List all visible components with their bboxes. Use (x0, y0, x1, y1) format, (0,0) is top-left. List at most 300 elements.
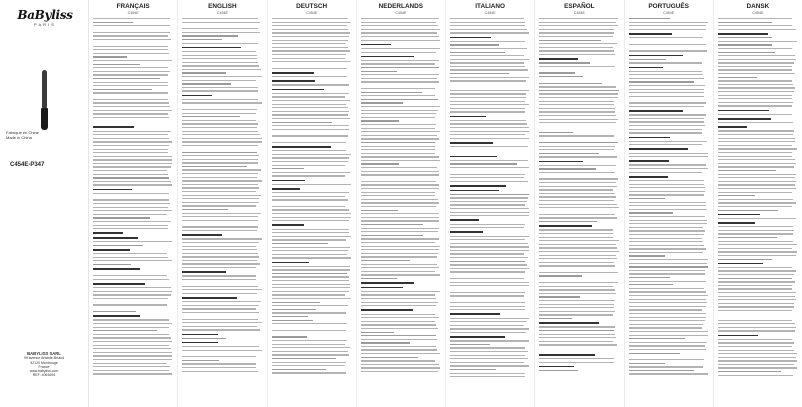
text-line (361, 153, 435, 154)
text-line (629, 259, 708, 260)
text-line (718, 98, 793, 99)
text-line (93, 241, 172, 242)
text-line (272, 122, 332, 123)
text-line (539, 318, 572, 319)
text-line (539, 111, 614, 112)
text-line (718, 327, 797, 328)
text-line (182, 127, 257, 128)
address-line: 92120 Montrouge (30, 360, 58, 365)
text-line (629, 248, 706, 249)
text-line (539, 255, 616, 256)
text-line (93, 279, 169, 280)
column-code: C454E (484, 11, 496, 15)
text-line (450, 181, 528, 182)
text-line (629, 180, 704, 181)
text-line (450, 80, 526, 81)
text-line (182, 191, 256, 192)
text-line (718, 218, 797, 219)
text-line (629, 160, 670, 162)
text-line (361, 32, 437, 33)
text-line (182, 28, 258, 29)
text-line (182, 43, 257, 44)
text-line (272, 247, 351, 248)
text-line (182, 90, 257, 91)
text-line (93, 210, 172, 211)
text-line (539, 244, 616, 245)
text-line (182, 80, 256, 81)
text-line (272, 100, 351, 101)
column-portugues (625, 0, 714, 407)
column-heading: NEDERLANDS (378, 3, 424, 10)
text-line (361, 192, 436, 193)
text-line (361, 128, 435, 129)
text-line (450, 66, 525, 67)
language-columns (89, 0, 802, 407)
text-line (539, 32, 614, 33)
text-line (361, 291, 440, 292)
text-line (93, 319, 169, 320)
text-line (450, 351, 528, 352)
text-line (272, 84, 349, 85)
text-line (629, 59, 667, 60)
text-line (93, 117, 169, 118)
text-line (629, 148, 688, 150)
text-line (272, 323, 347, 324)
text-line (539, 229, 613, 230)
text-line (629, 370, 694, 371)
text-line (539, 66, 614, 67)
text-line (361, 181, 436, 182)
text-line (93, 341, 172, 342)
text-line (93, 78, 160, 79)
text-line (182, 51, 256, 52)
text-line (93, 311, 136, 312)
text-line (361, 364, 439, 365)
text-line (272, 302, 321, 303)
text-line (629, 205, 706, 206)
text-line (361, 81, 439, 82)
text-line (272, 142, 347, 143)
column-body (182, 18, 262, 372)
text-line (361, 78, 437, 79)
text-line (718, 222, 756, 224)
text-line (629, 273, 705, 274)
text-line (450, 292, 525, 293)
text-line (718, 122, 793, 123)
text-line (629, 270, 705, 271)
text-line (629, 302, 708, 303)
text-line (539, 86, 616, 87)
curling-iron-illustration (42, 70, 48, 130)
text-line (629, 349, 706, 350)
text-line (539, 135, 614, 136)
text-line (93, 232, 123, 234)
text-line (718, 29, 797, 30)
text-line (361, 238, 439, 239)
text-line (361, 278, 397, 279)
text-line (539, 168, 596, 169)
text-line (182, 297, 237, 299)
text-line (629, 125, 705, 126)
text-line (93, 177, 169, 178)
text-line (450, 116, 486, 118)
text-line (629, 320, 705, 321)
text-line (450, 309, 525, 310)
text-line (272, 184, 351, 185)
text-line (450, 167, 529, 168)
column-body (629, 18, 709, 375)
text-line (272, 312, 347, 313)
text-line (629, 220, 708, 221)
text-line (93, 337, 171, 338)
text-line (450, 347, 525, 348)
text-line (361, 88, 436, 89)
text-line (450, 160, 528, 161)
text-line (361, 52, 436, 53)
brand-name: BaByliss (17, 8, 73, 22)
text-line (539, 156, 617, 157)
text-line (272, 291, 350, 292)
text-line (182, 286, 258, 287)
text-line (539, 296, 580, 297)
text-line (93, 110, 172, 111)
text-line (718, 177, 795, 178)
text-line (93, 71, 170, 72)
text-line (718, 244, 797, 245)
address-ref: REF: 4061694 (32, 373, 56, 378)
text-line (629, 187, 705, 188)
text-line (272, 262, 310, 264)
text-line (629, 317, 706, 318)
text-line (450, 243, 528, 244)
text-line (450, 239, 525, 240)
text-line (450, 369, 496, 370)
text-line (629, 89, 704, 90)
text-line (539, 370, 578, 371)
text-line (182, 242, 259, 243)
column-deutsch (268, 0, 357, 407)
text-line (361, 317, 439, 318)
text-line (361, 324, 436, 325)
text-line (450, 373, 525, 374)
text-line (450, 69, 528, 70)
text-line (718, 52, 775, 53)
text-line (93, 18, 170, 19)
text-line (182, 120, 256, 121)
text-line (450, 146, 528, 147)
text-line (93, 163, 172, 164)
text-line (93, 275, 167, 276)
text-line (272, 243, 328, 244)
text-line (361, 274, 440, 275)
text-line (629, 363, 666, 364)
text-line (718, 226, 793, 227)
text-line (93, 46, 168, 47)
text-line (718, 364, 794, 365)
text-line (718, 310, 792, 311)
column-code: C454E (127, 11, 139, 15)
text-line (272, 129, 350, 130)
text-line (539, 322, 598, 324)
text-line (361, 271, 435, 272)
text-line (718, 350, 794, 351)
text-line (718, 156, 792, 157)
text-line (272, 104, 347, 105)
text-line (272, 276, 349, 277)
text-line (718, 126, 748, 128)
text-line (539, 289, 614, 290)
text-line (718, 66, 792, 67)
company-address (6, 352, 82, 378)
text-line (450, 90, 529, 91)
text-line (718, 323, 795, 324)
text-line (272, 287, 351, 288)
text-line (182, 230, 257, 231)
text-line (272, 199, 348, 200)
text-line (182, 195, 261, 196)
text-line (272, 347, 351, 348)
text-line (718, 206, 793, 207)
text-line (629, 18, 671, 19)
text-line (272, 47, 348, 48)
text-line (182, 267, 256, 268)
text-line (718, 195, 756, 196)
text-line (718, 296, 795, 297)
text-line (539, 108, 615, 109)
text-line (361, 242, 435, 243)
text-line (450, 295, 524, 296)
text-line (450, 328, 529, 329)
text-line (539, 304, 614, 305)
text-line (272, 25, 347, 26)
text-line (450, 313, 500, 315)
text-line (93, 323, 172, 324)
text-line (272, 358, 336, 359)
text-line (361, 71, 397, 72)
text-line (629, 156, 708, 157)
text-line (361, 149, 435, 150)
text-line (93, 120, 173, 123)
text-line (629, 29, 707, 30)
text-line (539, 22, 616, 23)
text-line (450, 201, 527, 202)
text-line (450, 55, 524, 56)
text-line (93, 348, 171, 349)
text-line (272, 118, 351, 119)
text-line (361, 74, 440, 75)
text-line (450, 231, 483, 233)
text-line (182, 22, 260, 23)
text-line (182, 301, 261, 302)
column-heading: DANSK (746, 3, 770, 10)
text-line (182, 220, 258, 221)
text-line (361, 224, 424, 225)
text-line (272, 232, 349, 233)
text-line (272, 18, 348, 19)
text-line (629, 168, 708, 169)
text-line (361, 294, 435, 295)
text-line (629, 245, 704, 246)
text-line (450, 321, 527, 322)
text-line (629, 241, 704, 242)
text-line (718, 346, 792, 347)
text-line (539, 282, 618, 283)
text-line (272, 330, 347, 331)
text-line (182, 329, 260, 330)
text-line (182, 141, 261, 142)
text-line (629, 327, 703, 328)
text-line (718, 145, 793, 146)
text-line (182, 342, 218, 344)
text-line (539, 354, 595, 356)
text-line (93, 35, 168, 36)
text-line (629, 62, 703, 63)
text-line (629, 50, 708, 51)
text-line (629, 299, 706, 300)
text-line (718, 299, 797, 300)
text-line (361, 106, 440, 107)
text-line (629, 252, 704, 253)
text-line (361, 349, 437, 350)
text-line (539, 18, 618, 19)
text-line (361, 371, 438, 372)
text-line (629, 55, 684, 57)
text-line (718, 274, 794, 275)
text-line (272, 161, 348, 162)
text-line (361, 314, 436, 315)
text-line (718, 141, 795, 142)
text-line (450, 25, 525, 26)
text-line (450, 362, 524, 363)
text-line (539, 54, 614, 55)
text-line (361, 217, 440, 218)
text-line (361, 231, 438, 232)
text-line (361, 167, 437, 168)
text-line (93, 102, 169, 103)
text-line (539, 358, 614, 359)
cover-panel (0, 0, 89, 407)
text-line (718, 166, 794, 167)
text-line (539, 182, 616, 183)
text-line (539, 334, 614, 335)
text-line (182, 367, 256, 368)
text-line (272, 80, 315, 82)
text-line (629, 114, 707, 115)
text-line (93, 245, 143, 246)
text-line (272, 196, 346, 197)
text-line (539, 300, 614, 301)
text-line (629, 85, 705, 86)
text-line (539, 362, 614, 363)
text-line (539, 204, 617, 205)
text-line (718, 102, 793, 103)
text-line (539, 311, 615, 312)
text-line (718, 214, 761, 216)
text-line (272, 239, 347, 240)
text-line (361, 18, 439, 19)
text-line (272, 192, 349, 193)
text-line (718, 342, 794, 343)
text-line (182, 305, 259, 306)
text-line (361, 95, 435, 96)
text-line (182, 162, 257, 163)
text-line (361, 287, 404, 289)
text-line (182, 152, 257, 153)
text-line (272, 107, 348, 108)
text-line (718, 199, 793, 200)
text-line (93, 228, 168, 229)
text-line (182, 184, 257, 185)
text-line (361, 131, 440, 132)
text-line (361, 124, 436, 125)
text-line (539, 237, 613, 238)
text-line (450, 264, 527, 265)
text-line (539, 247, 617, 248)
text-line (629, 284, 674, 285)
text-line (718, 41, 797, 42)
text-line (93, 134, 168, 135)
text-line (718, 306, 794, 307)
text-line (629, 144, 703, 145)
text-line (450, 204, 525, 205)
text-line (450, 306, 525, 307)
text-line (272, 111, 350, 112)
text-line (182, 371, 257, 372)
text-line (629, 191, 705, 192)
text-line (629, 74, 704, 75)
text-line (361, 184, 439, 185)
text-line (361, 260, 410, 261)
text-line (361, 117, 435, 118)
text-line (629, 132, 703, 133)
text-line (182, 35, 238, 36)
text-line (718, 188, 796, 189)
text-line (182, 308, 256, 309)
text-line (182, 209, 228, 210)
text-line (629, 255, 665, 256)
text-line (182, 319, 257, 320)
text-line (182, 363, 256, 364)
text-line (361, 142, 436, 143)
text-line (539, 104, 614, 105)
text-line (182, 356, 256, 357)
column-dansk (714, 0, 802, 407)
text-line (93, 184, 172, 185)
text-line (93, 225, 168, 226)
text-line (93, 203, 170, 204)
text-line (182, 263, 260, 264)
text-line (272, 280, 349, 281)
text-line (93, 373, 172, 374)
text-line (718, 18, 792, 19)
text-line (361, 332, 394, 333)
text-line (450, 44, 499, 45)
text-line (450, 41, 525, 42)
text-line (93, 217, 150, 218)
text-line (93, 49, 168, 50)
text-line (450, 37, 491, 39)
text-line (93, 189, 132, 191)
text-line (718, 80, 793, 81)
text-line (272, 320, 314, 321)
text-line (93, 370, 169, 371)
text-line (182, 83, 231, 84)
text-line (539, 172, 615, 173)
text-line (93, 74, 168, 75)
text-line (629, 96, 704, 97)
text-line (272, 188, 300, 190)
text-line (182, 134, 260, 135)
